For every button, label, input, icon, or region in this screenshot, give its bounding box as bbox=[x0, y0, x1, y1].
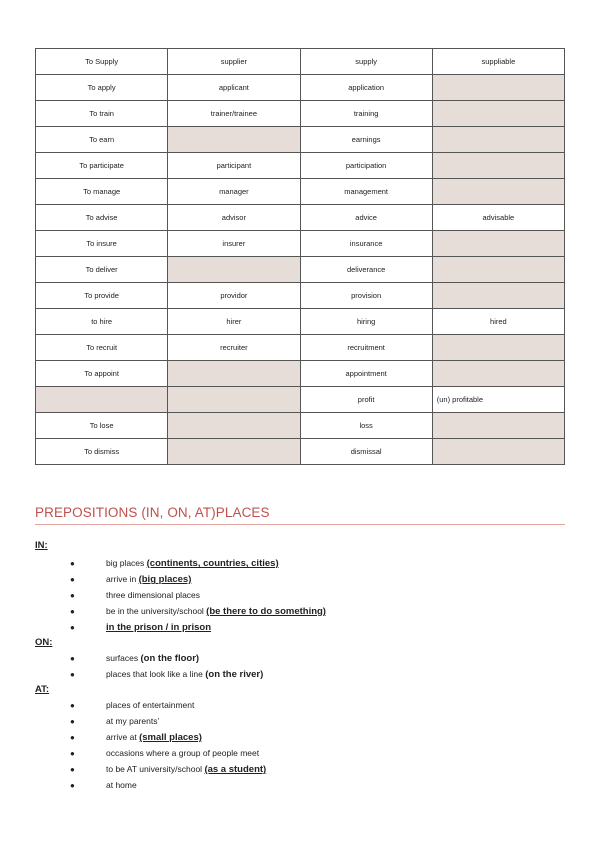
table-row bbox=[36, 75, 565, 101]
word-forms-table-body bbox=[36, 49, 565, 465]
item-text: at my parents’ bbox=[106, 716, 160, 726]
verb-cell: To Supply bbox=[36, 49, 168, 75]
noun-cell: deliverance bbox=[300, 257, 432, 283]
table-row bbox=[36, 49, 565, 75]
verb-cell: To apply bbox=[36, 75, 168, 101]
table-row bbox=[36, 413, 565, 439]
noun-cell: advice bbox=[300, 205, 432, 231]
noun-cell: dismissal bbox=[300, 439, 432, 465]
table-row bbox=[36, 439, 565, 465]
person-noun-cell bbox=[168, 361, 300, 387]
bullet-icon: ● bbox=[70, 717, 75, 726]
adjective-cell bbox=[432, 413, 564, 439]
person-noun-cell bbox=[168, 387, 300, 413]
item-text: places of entertainment bbox=[106, 700, 195, 710]
item-text: occasions where a group of people meet bbox=[106, 748, 260, 758]
person-noun-cell: insurer bbox=[168, 231, 300, 257]
verb-cell: To deliver bbox=[36, 257, 168, 283]
table-row bbox=[36, 335, 565, 361]
person-noun-cell: supplier bbox=[168, 49, 300, 75]
verb-cell: To manage bbox=[36, 179, 168, 205]
noun-cell: earnings bbox=[300, 127, 432, 153]
table-row bbox=[36, 283, 565, 309]
person-noun-cell: applicant bbox=[168, 75, 300, 101]
list-item bbox=[70, 764, 266, 775]
adjective-cell bbox=[432, 361, 564, 387]
item-emphasis: (on the river) bbox=[205, 669, 264, 680]
item-emphasis: (big places) bbox=[138, 574, 192, 585]
bullet-icon: ● bbox=[70, 575, 75, 584]
adjective-cell bbox=[432, 231, 564, 257]
item-emphasis: (as a student) bbox=[204, 764, 267, 775]
verb-cell: To train bbox=[36, 101, 168, 127]
noun-cell: provision bbox=[300, 283, 432, 309]
label-in: IN: bbox=[35, 540, 48, 551]
item-text: arrive in bbox=[106, 574, 139, 584]
list-item bbox=[70, 780, 137, 790]
item-emphasis: (continents, countries, cities) bbox=[146, 558, 279, 569]
table-row bbox=[36, 231, 565, 257]
table-row bbox=[36, 101, 565, 127]
adjective-cell bbox=[432, 439, 564, 465]
person-noun-cell bbox=[168, 413, 300, 439]
label-on: ON: bbox=[35, 637, 53, 648]
bullet-icon: ● bbox=[70, 765, 75, 774]
label-at: AT: bbox=[35, 684, 50, 695]
bullet-icon: ● bbox=[70, 623, 75, 632]
list-item bbox=[70, 622, 211, 633]
word-forms-table bbox=[35, 48, 565, 465]
verb-cell: To advise bbox=[36, 205, 168, 231]
item-text: places that look like a line bbox=[106, 669, 206, 679]
bullet-icon: ● bbox=[70, 670, 75, 679]
item-text: at home bbox=[106, 780, 137, 790]
adjective-cell bbox=[432, 335, 564, 361]
person-noun-cell bbox=[168, 439, 300, 465]
item-text: to be AT university/school bbox=[106, 764, 205, 774]
list-item bbox=[70, 558, 279, 569]
adjective-cell bbox=[432, 283, 564, 309]
item-text: big places bbox=[106, 558, 147, 568]
verb-cell: To recruit bbox=[36, 335, 168, 361]
adjective-cell bbox=[432, 101, 564, 127]
item-text: arrive at bbox=[106, 732, 140, 742]
item-text: three dimensional places bbox=[106, 590, 201, 600]
table-row bbox=[36, 205, 565, 231]
bullet-icon: ● bbox=[70, 591, 75, 600]
adjective-cell bbox=[432, 257, 564, 283]
verb-cell: To participate bbox=[36, 153, 168, 179]
person-noun-cell: manager bbox=[168, 179, 300, 205]
bullet-icon: ● bbox=[70, 749, 75, 758]
item-emphasis: in the prison / in prison bbox=[106, 622, 212, 633]
bullet-icon: ● bbox=[70, 654, 75, 663]
item-text: be in the university/school bbox=[106, 606, 207, 616]
person-noun-cell: trainer/trainee bbox=[168, 101, 300, 127]
item-emphasis: (small places) bbox=[139, 732, 202, 743]
noun-cell: recruitment bbox=[300, 335, 432, 361]
table-row bbox=[36, 309, 565, 335]
item-text: surfaces bbox=[106, 653, 141, 663]
noun-cell: hiring bbox=[300, 309, 432, 335]
person-noun-cell: advisor bbox=[168, 205, 300, 231]
adjective-cell bbox=[432, 179, 564, 205]
list-item bbox=[70, 732, 202, 743]
list-item bbox=[70, 700, 194, 710]
person-noun-cell bbox=[168, 127, 300, 153]
adjective-cell: (un) profitable bbox=[432, 387, 564, 413]
noun-cell: profit bbox=[300, 387, 432, 413]
adjective-cell: hired bbox=[432, 309, 564, 335]
person-noun-cell: hirer bbox=[168, 309, 300, 335]
table-row bbox=[36, 127, 565, 153]
adjective-cell: suppliable bbox=[432, 49, 564, 75]
noun-cell: participation bbox=[300, 153, 432, 179]
bullet-icon: ● bbox=[70, 701, 75, 710]
section-heading: PREPOSITIONS (IN, ON, AT)PLACES bbox=[35, 505, 565, 525]
table-row bbox=[36, 153, 565, 179]
list-item bbox=[70, 653, 199, 664]
item-emphasis: (be there to do something) bbox=[206, 606, 326, 617]
noun-cell: training bbox=[300, 101, 432, 127]
verb-cell: To appoint bbox=[36, 361, 168, 387]
person-noun-cell: providor bbox=[168, 283, 300, 309]
bullet-icon: ● bbox=[70, 781, 75, 790]
noun-cell: appointment bbox=[300, 361, 432, 387]
table-row bbox=[36, 257, 565, 283]
item-emphasis: (on the floor) bbox=[140, 653, 200, 664]
list-item bbox=[70, 716, 159, 726]
person-noun-cell: participant bbox=[168, 153, 300, 179]
table-row bbox=[36, 179, 565, 205]
list-item bbox=[70, 590, 200, 600]
adjective-cell: advisable bbox=[432, 205, 564, 231]
adjective-cell bbox=[432, 127, 564, 153]
verb-cell bbox=[36, 387, 168, 413]
noun-cell: loss bbox=[300, 413, 432, 439]
verb-cell: To earn bbox=[36, 127, 168, 153]
adjective-cell bbox=[432, 153, 564, 179]
verb-cell: To dismiss bbox=[36, 439, 168, 465]
list-item bbox=[70, 748, 259, 758]
table-row bbox=[36, 387, 565, 413]
list-item bbox=[70, 606, 326, 617]
bullet-icon: ● bbox=[70, 559, 75, 568]
person-noun-cell: recruiter bbox=[168, 335, 300, 361]
noun-cell: supply bbox=[300, 49, 432, 75]
adjective-cell bbox=[432, 75, 564, 101]
verb-cell: To insure bbox=[36, 231, 168, 257]
verb-cell: to hire bbox=[36, 309, 168, 335]
person-noun-cell bbox=[168, 257, 300, 283]
list-item bbox=[70, 574, 191, 585]
bullet-icon: ● bbox=[70, 607, 75, 616]
bullet-icon: ● bbox=[70, 733, 75, 742]
noun-cell: insurance bbox=[300, 231, 432, 257]
table-row bbox=[36, 361, 565, 387]
verb-cell: To lose bbox=[36, 413, 168, 439]
list-item bbox=[70, 669, 263, 680]
noun-cell: application bbox=[300, 75, 432, 101]
noun-cell: management bbox=[300, 179, 432, 205]
verb-cell: To provide bbox=[36, 283, 168, 309]
